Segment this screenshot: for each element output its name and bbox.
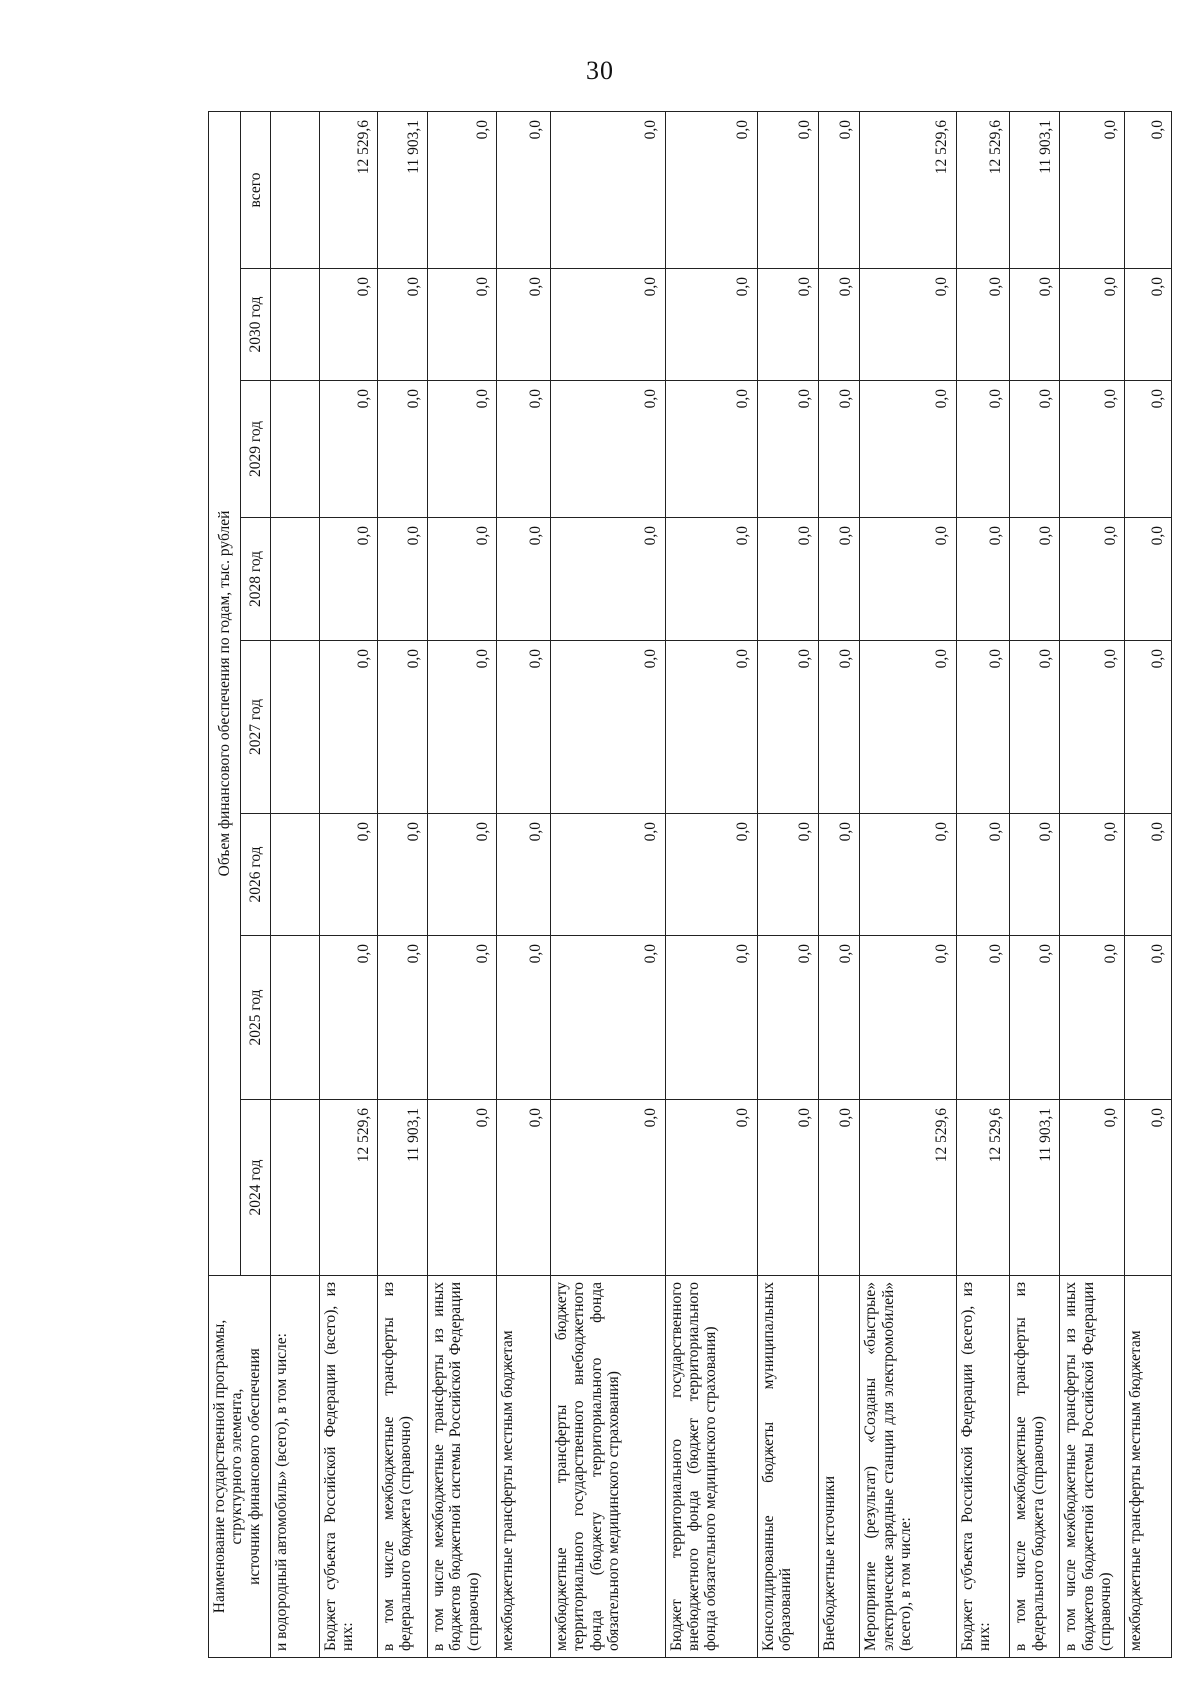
year-header: 2028 год xyxy=(241,518,271,641)
value-cell xyxy=(271,641,320,814)
value-cell: 0,0 xyxy=(550,112,665,269)
value-cell: 0,0 xyxy=(319,641,377,814)
value-cell: 0,0 xyxy=(319,269,377,381)
value-cell: 0,0 xyxy=(819,518,860,641)
value-cell: 0,0 xyxy=(377,936,427,1100)
value-cell: 0,0 xyxy=(860,269,957,381)
value-cell: 0,0 xyxy=(319,936,377,1100)
value-cell: 0,0 xyxy=(665,269,757,381)
value-cell: 0,0 xyxy=(1010,269,1060,381)
value-cell: 0,0 xyxy=(377,518,427,641)
page-number: 30 xyxy=(586,56,614,85)
value-cell: 0,0 xyxy=(956,641,1009,814)
row-label: Бюджет территориального государственного внебюджетного фонда (бюджет территориального фонда обязательного медицинского страхования) xyxy=(665,1276,757,1658)
value-cell: 0,0 xyxy=(956,381,1009,518)
row-label: в том числе межбюджетные трансферты из федерального бюджета (справочно) xyxy=(377,1276,427,1658)
value-cell: 0,0 xyxy=(497,381,550,518)
value-cell: 0,0 xyxy=(1010,641,1060,814)
value-cell: 0,0 xyxy=(1125,1100,1172,1276)
value-cell: 0,0 xyxy=(665,518,757,641)
value-cell: 0,0 xyxy=(1010,814,1060,936)
table-row xyxy=(860,112,957,1658)
value-cell: 0,0 xyxy=(819,814,860,936)
value-cell: 0,0 xyxy=(860,936,957,1100)
value-cell: 0,0 xyxy=(550,936,665,1100)
table-row xyxy=(956,112,1009,1658)
table-row xyxy=(1125,112,1172,1658)
value-cell: 0,0 xyxy=(1010,936,1060,1100)
row-label: Внебюджетные источники xyxy=(819,1276,860,1658)
value-cell: 0,0 xyxy=(497,1100,550,1276)
value-cell: 0,0 xyxy=(377,641,427,814)
value-cell: 0,0 xyxy=(1125,381,1172,518)
row-label: в том числе межбюджетные трансферты из федерального бюджета (справочно) xyxy=(1010,1276,1060,1658)
value-cell: 0,0 xyxy=(757,269,818,381)
value-cell: 0,0 xyxy=(497,518,550,641)
rotated-table-wrapper xyxy=(208,112,1172,1658)
value-cell: 0,0 xyxy=(1010,518,1060,641)
value-cell: 12 529,6 xyxy=(860,1100,957,1276)
value-cell: 0,0 xyxy=(550,269,665,381)
value-cell: 0,0 xyxy=(757,814,818,936)
value-cell: 0,0 xyxy=(497,814,550,936)
value-cell xyxy=(271,112,320,269)
value-cell: 0,0 xyxy=(1060,269,1125,381)
row-label: в том числе межбюджетные трансферты из иных бюджетов бюджетной системы Российской Федерации (справочно) xyxy=(427,1276,496,1658)
table-row xyxy=(319,112,377,1658)
row-label: межбюджетные трансферты бюджету территориального государственного внебюджетного фонда (бюджету территориального фонда обязательного медицинского страхования) xyxy=(550,1276,665,1658)
name-header-line3: источник финансового обеспечения xyxy=(245,1348,263,1585)
value-cell: 0,0 xyxy=(497,112,550,269)
table-row xyxy=(819,112,860,1658)
value-cell: 0,0 xyxy=(1060,381,1125,518)
value-cell: 0,0 xyxy=(956,936,1009,1100)
value-cell: 0,0 xyxy=(757,936,818,1100)
value-cell: 0,0 xyxy=(427,381,496,518)
row-label: и водородный автомобиль» (всего), в том числе: xyxy=(271,1276,320,1658)
value-cell: 0,0 xyxy=(427,1100,496,1276)
table-row xyxy=(271,112,320,1658)
financing-table xyxy=(208,111,1172,1658)
value-cell: 0,0 xyxy=(1010,381,1060,518)
value-cell: 0,0 xyxy=(550,381,665,518)
value-cell: 12 529,6 xyxy=(860,112,957,269)
value-cell: 0,0 xyxy=(319,814,377,936)
row-label: Бюджет субъекта Российской Федерации (всего), из них: xyxy=(319,1276,377,1658)
value-cell: 0,0 xyxy=(427,518,496,641)
value-cell xyxy=(271,518,320,641)
table-row xyxy=(1010,112,1060,1658)
value-cell: 0,0 xyxy=(956,269,1009,381)
row-label: Консолидированные бюджеты муниципальных образований xyxy=(757,1276,818,1658)
year-header: 2029 год xyxy=(241,381,271,518)
year-header: 2025 год xyxy=(241,936,271,1100)
value-cell: 0,0 xyxy=(550,641,665,814)
row-label: Мероприятие (результат) «Созданы «быстрые» электрические зарядные станции для электромобилей» (всего), в том числе: xyxy=(860,1276,957,1658)
value-cell: 12 529,6 xyxy=(319,112,377,269)
value-cell: 0,0 xyxy=(819,269,860,381)
value-cell: 0,0 xyxy=(757,518,818,641)
table-row xyxy=(427,112,496,1658)
value-cell: 0,0 xyxy=(757,381,818,518)
year-header: 2026 год xyxy=(241,814,271,936)
value-cell: 0,0 xyxy=(819,112,860,269)
value-cell: 0,0 xyxy=(550,814,665,936)
value-cell: 0,0 xyxy=(1060,936,1125,1100)
value-cell xyxy=(271,269,320,381)
value-cell: 0,0 xyxy=(427,269,496,381)
value-cell: 0,0 xyxy=(956,814,1009,936)
value-cell: 0,0 xyxy=(1060,518,1125,641)
value-cell: 0,0 xyxy=(1060,112,1125,269)
value-cell: 0,0 xyxy=(665,936,757,1100)
value-cell: 0,0 xyxy=(1060,814,1125,936)
row-label: межбюджетные трансферты местным бюджетам xyxy=(1125,1276,1172,1658)
value-cell: 0,0 xyxy=(860,381,957,518)
name-header-line2: структурного элемента, xyxy=(228,1388,246,1545)
value-cell: 0,0 xyxy=(497,269,550,381)
value-cell: 12 529,6 xyxy=(956,1100,1009,1276)
value-cell: 0,0 xyxy=(819,641,860,814)
value-cell: 0,0 xyxy=(757,112,818,269)
value-cell: 12 529,6 xyxy=(319,1100,377,1276)
value-cell: 11 903,1 xyxy=(377,1100,427,1276)
value-cell: 0,0 xyxy=(757,1100,818,1276)
value-cell: 0,0 xyxy=(1125,814,1172,936)
value-cell: 0,0 xyxy=(427,814,496,936)
value-cell: 0,0 xyxy=(497,936,550,1100)
table-row xyxy=(757,112,818,1658)
value-cell: 0,0 xyxy=(1060,1100,1125,1276)
year-header: 2027 год xyxy=(241,641,271,814)
row-label: межбюджетные трансферты местным бюджетам xyxy=(497,1276,550,1658)
value-cell xyxy=(271,814,320,936)
value-cell: 0,0 xyxy=(665,814,757,936)
value-cell: 0,0 xyxy=(1125,936,1172,1100)
table-row xyxy=(665,112,757,1658)
value-cell: 0,0 xyxy=(665,641,757,814)
value-cell: 11 903,1 xyxy=(1010,1100,1060,1276)
value-cell xyxy=(271,381,320,518)
value-cell: 0,0 xyxy=(665,1100,757,1276)
table-row xyxy=(497,112,550,1658)
value-cell: 0,0 xyxy=(1125,518,1172,641)
value-cell: 0,0 xyxy=(819,381,860,518)
value-cell: 0,0 xyxy=(819,936,860,1100)
value-cell: 0,0 xyxy=(665,112,757,269)
value-cell xyxy=(271,936,320,1100)
value-cell: 0,0 xyxy=(427,641,496,814)
value-cell: 0,0 xyxy=(497,641,550,814)
value-cell: 0,0 xyxy=(1125,641,1172,814)
value-cell: 0,0 xyxy=(550,518,665,641)
value-cell: 0,0 xyxy=(819,1100,860,1276)
name-column-header xyxy=(209,1276,271,1658)
value-cell: 0,0 xyxy=(956,518,1009,641)
value-cell xyxy=(271,1100,320,1276)
year-header: 2024 год xyxy=(241,1100,271,1276)
value-cell: 0,0 xyxy=(1125,269,1172,381)
table-row xyxy=(377,112,427,1658)
value-cell: 11 903,1 xyxy=(377,112,427,269)
value-cell: 0,0 xyxy=(319,381,377,518)
value-cell: 0,0 xyxy=(377,381,427,518)
value-cell: 0,0 xyxy=(860,518,957,641)
table-row xyxy=(1060,112,1125,1658)
value-cell: 0,0 xyxy=(427,936,496,1100)
value-cell: 0,0 xyxy=(377,814,427,936)
table-row xyxy=(550,112,665,1658)
row-label: Бюджет субъекта Российской Федерации (всего), из них: xyxy=(956,1276,1009,1658)
year-header: 2030 год xyxy=(241,269,271,381)
value-cell: 11 903,1 xyxy=(1010,112,1060,269)
year-header: всего xyxy=(241,112,271,269)
value-cell: 0,0 xyxy=(757,641,818,814)
value-cell: 0,0 xyxy=(427,112,496,269)
value-cell: 0,0 xyxy=(1060,641,1125,814)
value-cell: 0,0 xyxy=(860,641,957,814)
name-header-line1: Наименование государственной программы, xyxy=(211,1319,228,1614)
value-cell: 0,0 xyxy=(665,381,757,518)
value-cell: 0,0 xyxy=(860,814,957,936)
value-cell: 0,0 xyxy=(319,518,377,641)
value-cell: 0,0 xyxy=(550,1100,665,1276)
value-cell: 12 529,6 xyxy=(956,112,1009,269)
value-cell: 0,0 xyxy=(377,269,427,381)
value-cell: 0,0 xyxy=(1125,112,1172,269)
financing-group-header: Объем финансового обеспечения по годам, тыс. рублей xyxy=(209,112,241,1276)
row-label: в том числе межбюджетные трансферты из иных бюджетов бюджетной системы Российской Федерации (справочно) xyxy=(1060,1276,1125,1658)
